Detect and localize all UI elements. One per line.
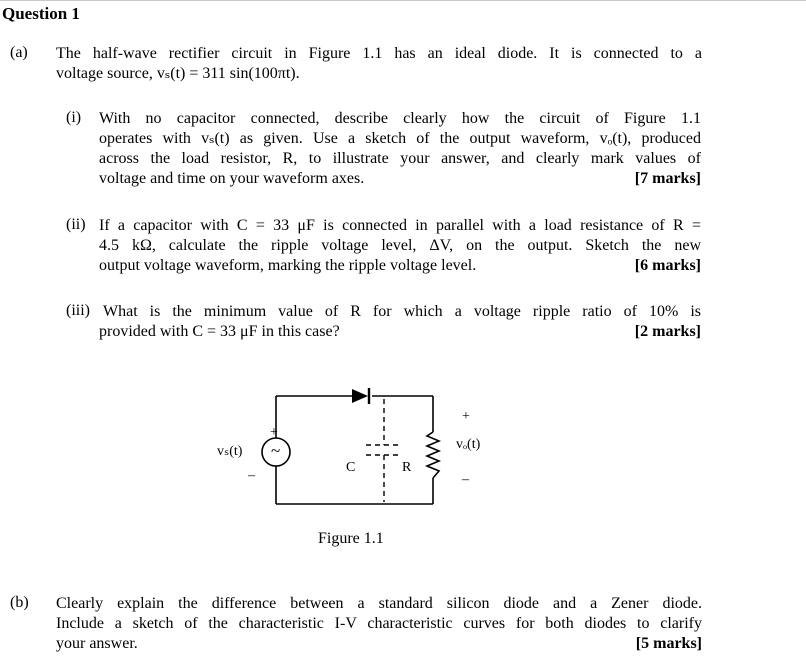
part-b-text — [56, 594, 702, 654]
output-minus-label: – — [462, 472, 469, 487]
sub-ii-line-1: If a capacitor with C = 33 μF is connected in parallel with a load resistance of R = — [99, 217, 701, 234]
source-label: vₛ(t) — [217, 444, 243, 459]
capacitor-label: C — [346, 460, 356, 475]
question-title: Question 1 — [2, 4, 80, 23]
sub-i-line-4-text: voltage and time on your waveform axes. — [99, 170, 365, 187]
source-minus-label: – — [248, 468, 255, 483]
output-label: vₒ(t) — [456, 437, 481, 452]
part-b-line-2: Include a sketch of the characteristic I-V characteristic curves for both diodes to clarify — [56, 615, 702, 632]
sub-ii-line-2: 4.5 kΩ, calculate the ripple voltage level, ΔV, on the output. Sketch the new — [99, 237, 701, 254]
part-a-label: (a) — [10, 44, 28, 61]
sub-ii-marks: [6 marks] — [634, 257, 701, 274]
source-tilde: ~ — [271, 441, 281, 460]
part-a-line-2: voltage source, vₛ(t) = 311 sin(100πt). — [56, 65, 300, 82]
source-plus-label: + — [270, 425, 278, 440]
part-b-label: (b) — [10, 594, 29, 611]
sub-i-label: (i) — [66, 109, 82, 126]
part-b-line-3 — [56, 634, 702, 654]
sub-i-marks: [7 marks] — [634, 170, 701, 187]
part-a-line-1: The half-wave rectifier circuit in Figure 1.1 has an ideal diode. It is connected to a — [56, 45, 702, 62]
sub-i-line-2: operates with vₛ(t) as given. Use a sketch of the output waveform, vₒ(t), produced — [99, 130, 701, 147]
figure-caption: Figure 1.1 — [318, 530, 384, 547]
part-b-line-1: Clearly explain the difference between a standard silicon diode and a Zener diode. — [56, 595, 702, 612]
circuit-wires — [276, 396, 433, 504]
sub-i-line-1: With no capacitor connected, describe clearly how the circuit of Figure 1.1 — [99, 110, 701, 127]
sub-iii-marks: [2 marks] — [634, 323, 701, 340]
sub-i-line-3: across the load resistor, R, to illustrate your answer, and clearly mark values of — [99, 150, 701, 167]
sub-iii-line-2-text: provided with C = 33 μF in this case? — [99, 323, 340, 340]
capacitor-dashed-icon — [366, 399, 402, 502]
resistor-icon — [427, 432, 439, 478]
output-plus-label: + — [462, 409, 470, 424]
part-b-line-3-text: your answer. — [56, 635, 138, 652]
sub-iii-line-1: What is the minimum value of R for which a voltage ripple ratio of 10% is — [103, 303, 701, 320]
sub-ii-line-3-text: output voltage waveform, marking the ripple voltage level. — [99, 257, 477, 274]
part-b-marks: [5 marks] — [635, 635, 702, 652]
sub-ii-label: (ii) — [66, 216, 86, 233]
resistor-label: R — [402, 460, 412, 475]
diode-icon — [352, 388, 369, 404]
sub-iii-label: (iii) — [66, 302, 90, 319]
